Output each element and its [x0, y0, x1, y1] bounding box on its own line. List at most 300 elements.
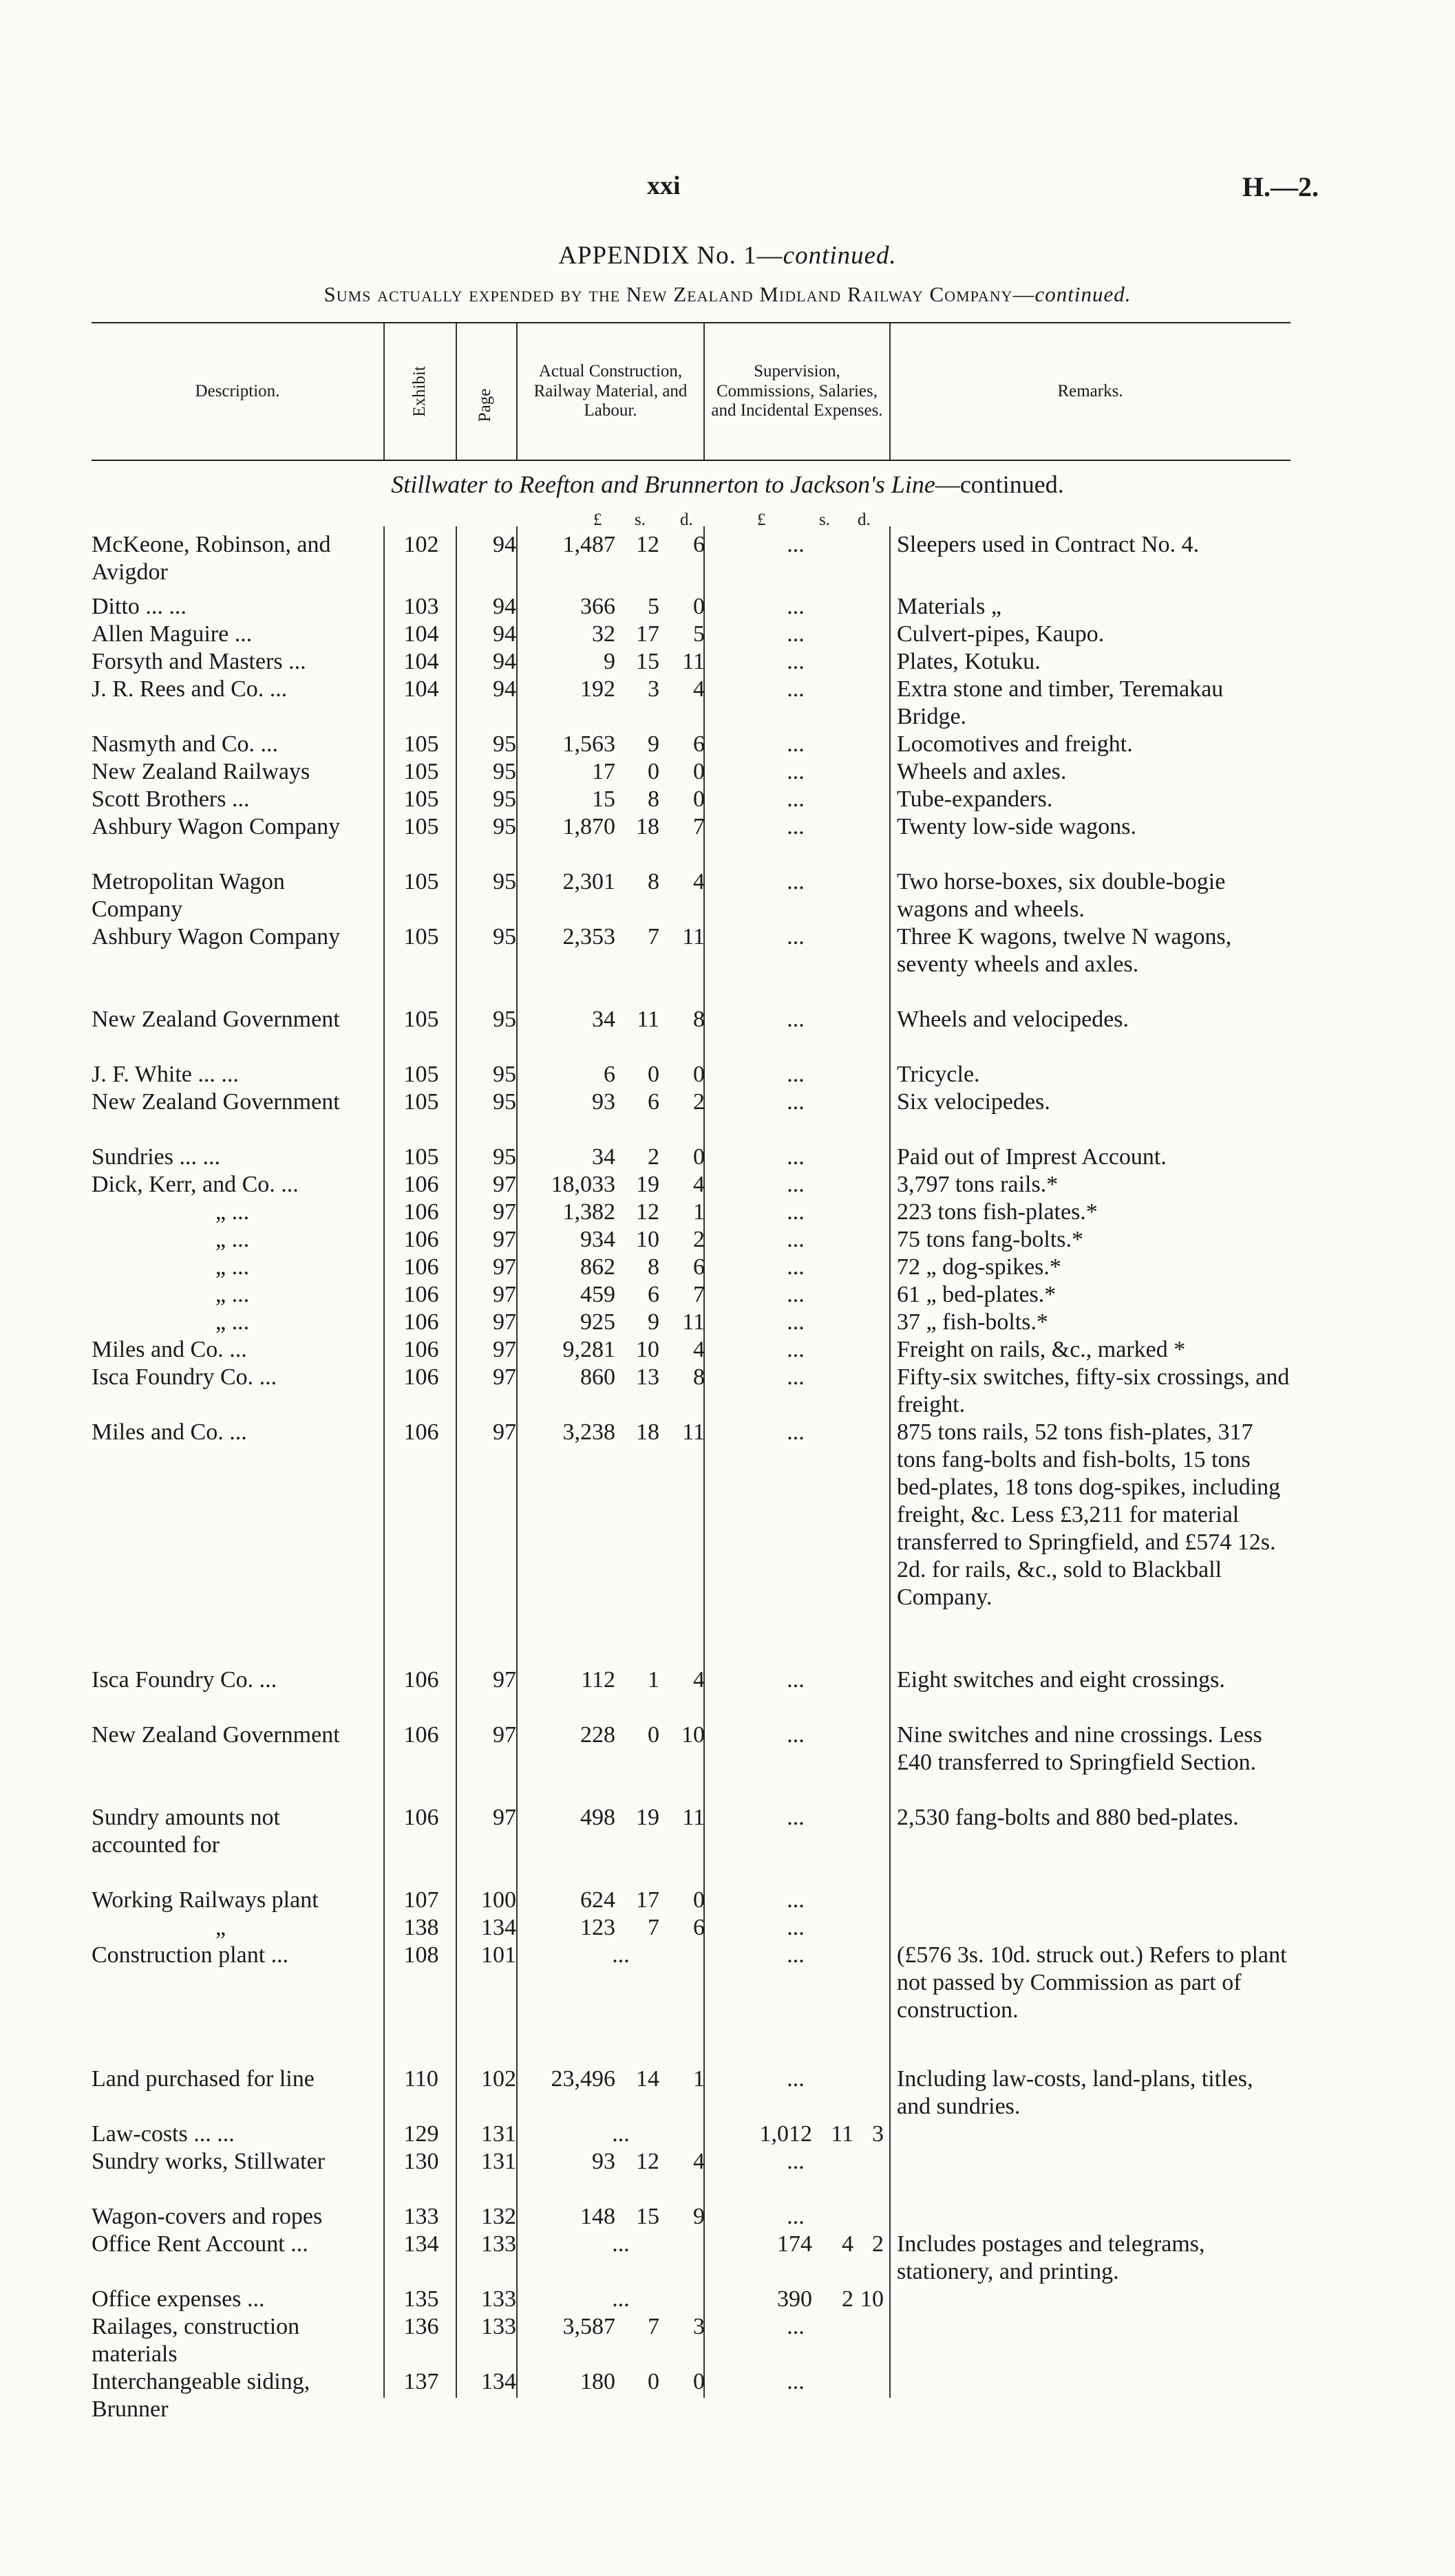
header-supervision: Supervision, Commissions, Salaries, and Incidental Expenses. — [711, 361, 883, 420]
row-description: Railages, construction materials — [92, 2314, 300, 2367]
row-construction-pounds: 228 — [580, 1722, 615, 1748]
row-page: 97 — [493, 1254, 516, 1280]
row-remarks: Sleepers used in Contract No. 4. — [897, 532, 1200, 557]
row-description: McKeone, Robinson, and Avigdor — [92, 532, 331, 585]
row-supervision-blank: ... — [787, 1199, 805, 1225]
row-supervision-blank: ... — [787, 2204, 805, 2229]
row-construction-pounds: 18,033 — [551, 1172, 615, 1197]
row-supervision-blank: ... — [787, 1089, 805, 1115]
row-supervision-pounds: 390 — [777, 2286, 812, 2312]
row-construction-shillings: 8 — [648, 869, 659, 894]
row-exhibit: 105 — [403, 1144, 439, 1170]
row-exhibit: 106 — [403, 1364, 439, 1390]
row-exhibit: 105 — [403, 814, 439, 839]
row-remarks: 72 „ dog-spikes.* — [897, 1254, 1061, 1280]
row-construction-pence: 9 — [693, 2204, 705, 2229]
row-description: Wagon-covers and ropes — [92, 2204, 323, 2229]
row-remarks: Locomotives and freight. — [897, 731, 1133, 757]
row-exhibit: 103 — [403, 594, 439, 619]
row-page: 97 — [493, 1419, 516, 1445]
appendix-subtitle — [0, 282, 1455, 307]
row-construction-pence: 11 — [682, 1309, 705, 1335]
row-construction-shillings: 8 — [648, 786, 659, 812]
row-page: 97 — [493, 1337, 516, 1362]
row-exhibit: 138 — [403, 1915, 439, 1940]
header-divider — [456, 323, 457, 460]
row-construction-pence: 0 — [693, 1062, 705, 1087]
row-construction-shillings: 18 — [636, 814, 659, 839]
row-construction-pence: 2 — [693, 1089, 705, 1115]
column-divider — [383, 526, 385, 2398]
row-construction-pounds: 34 — [592, 1144, 615, 1170]
row-page: 95 — [493, 1089, 516, 1115]
row-exhibit: 110 — [404, 2066, 438, 2092]
row-remarks: Eight switches and eight crossings. — [897, 1667, 1225, 1693]
row-description: Interchangeable siding, Brunner — [92, 2369, 310, 2422]
row-construction-pounds: 17 — [592, 759, 615, 784]
row-supervision-blank: ... — [787, 1942, 805, 1968]
row-remarks: Includes postages and telegrams, stationery, and printing. — [897, 2231, 1205, 2284]
row-page: 101 — [481, 1942, 516, 1968]
row-construction-pounds: 9 — [604, 649, 615, 674]
row-construction-pence: 11 — [682, 1419, 705, 1445]
row-exhibit: 106 — [403, 1805, 439, 1830]
row-remarks: Twenty low-side wagons. — [897, 814, 1136, 839]
row-description: „ ... — [215, 1282, 250, 1307]
row-supervision-blank: ... — [787, 869, 805, 894]
row-description: Allen Maguire ... — [92, 621, 253, 647]
row-construction-pence: 11 — [682, 649, 705, 674]
row-page: 131 — [481, 2121, 516, 2147]
row-description: „ ... — [215, 1227, 250, 1252]
row-description: Land purchased for line — [92, 2066, 315, 2092]
row-construction-pounds: 860 — [580, 1364, 615, 1390]
row-construction-pounds: 93 — [592, 2149, 615, 2174]
row-construction-shillings: 6 — [648, 1282, 659, 1307]
row-exhibit: 137 — [403, 2369, 439, 2394]
row-exhibit: 106 — [403, 1199, 439, 1225]
row-construction-shillings: 14 — [636, 2066, 659, 2092]
row-construction-pence: 4 — [693, 1337, 705, 1362]
row-supervision-blank: ... — [787, 1364, 805, 1390]
row-construction-shillings: 15 — [636, 649, 659, 674]
row-description: Miles and Co. ... — [92, 1337, 247, 1362]
row-page: 133 — [481, 2314, 516, 2339]
row-page: 133 — [481, 2231, 516, 2257]
row-construction-shillings: 3 — [648, 676, 659, 702]
row-remarks: 875 tons rails, 52 tons fish-plates, 317 tons fang-bolts and fish-bolts, 15 tons bed-plates, 18 tons dog-spikes, including freight, &c. Less £3,211 for material transferred to Springfield, and £574 12s. 2d. for rails, &c., sold to Blackball Company. — [897, 1419, 1281, 1610]
row-construction-pence: 11 — [682, 1805, 705, 1830]
row-exhibit: 104 — [403, 621, 439, 647]
row-construction-pence: 6 — [693, 1254, 705, 1280]
row-page: 95 — [493, 1062, 516, 1087]
row-supervision-blank: ... — [787, 2149, 805, 2174]
row-page: 94 — [493, 649, 516, 674]
row-construction-shillings: 12 — [636, 532, 659, 557]
row-page: 97 — [493, 1722, 516, 1748]
row-remarks: Extra stone and timber, Teremakau Bridge. — [897, 676, 1224, 729]
section-heading-rest: —continued. — [935, 471, 1064, 498]
row-description: Isca Foundry Co. ... — [92, 1667, 277, 1693]
row-construction-pounds: 624 — [580, 1887, 615, 1913]
row-construction-pence: 6 — [693, 731, 705, 757]
row-exhibit: 105 — [403, 731, 439, 757]
row-construction-shillings: 8 — [648, 1254, 659, 1280]
row-description: Sundries ... ... — [92, 1144, 220, 1170]
row-exhibit: 106 — [403, 1667, 439, 1693]
row-supervision-blank: ... — [787, 1062, 805, 1087]
row-remarks: Tricycle. — [897, 1062, 980, 1087]
row-construction-pence: 2 — [693, 1227, 705, 1252]
row-construction-shillings: 12 — [636, 2149, 659, 2174]
row-remarks: Paid out of Imprest Account. — [897, 1144, 1167, 1170]
row-construction-shillings: 9 — [648, 731, 659, 757]
row-construction-shillings: 6 — [648, 1089, 659, 1115]
row-construction-pounds: 15 — [592, 786, 615, 812]
row-construction-pence: 0 — [693, 2369, 705, 2394]
row-page: 97 — [493, 1172, 516, 1197]
row-description: New Zealand Government — [92, 1722, 340, 1748]
row-exhibit: 105 — [403, 1089, 439, 1115]
row-remarks: 61 „ bed-plates.* — [897, 1282, 1056, 1307]
row-construction-shillings: 0 — [648, 1062, 659, 1087]
row-exhibit: 102 — [403, 532, 439, 557]
row-construction-pence: 11 — [682, 924, 705, 949]
row-page: 134 — [481, 2369, 516, 2394]
row-exhibit: 105 — [403, 924, 439, 949]
row-remarks: Plates, Kotuku. — [897, 649, 1041, 674]
header-page: Page — [476, 388, 494, 422]
page-number: xxi — [647, 171, 681, 200]
row-exhibit: 106 — [403, 1419, 439, 1445]
row-construction-pounds: 180 — [580, 2369, 615, 2394]
unit-shilling: s. — [635, 511, 646, 529]
row-description: Construction plant ... — [92, 1942, 289, 1968]
row-construction-pounds: 6 — [604, 1062, 615, 1087]
row-construction-shillings: 1 — [648, 1667, 659, 1693]
row-construction-pounds: 2,301 — [562, 869, 615, 894]
row-construction-shillings: 15 — [636, 2204, 659, 2229]
row-exhibit: 106 — [403, 1227, 439, 1252]
appendix-title — [0, 241, 1455, 270]
row-construction-shillings: 0 — [648, 1722, 659, 1748]
row-description: Metropolitan Wagon Company — [92, 869, 285, 922]
row-description: Office Rent Account ... — [92, 2231, 308, 2257]
row-construction-pence: 8 — [693, 1364, 705, 1390]
row-remarks: Including law-costs, land-plans, titles, and sundries. — [897, 2066, 1253, 2119]
row-description: Ashbury Wagon Company — [92, 924, 341, 949]
header-bottom-rule — [92, 460, 1291, 461]
section-heading — [0, 470, 1455, 499]
row-remarks: 3,797 tons rails.* — [897, 1172, 1059, 1197]
row-construction-shillings: 0 — [648, 759, 659, 784]
row-remarks: Six velocipedes. — [897, 1089, 1050, 1115]
row-supervision-blank: ... — [787, 1254, 805, 1280]
row-remarks: Three K wagons, twelve N wagons, seventy wheels and axles. — [897, 924, 1232, 977]
row-supervision-pence: 3 — [872, 2121, 884, 2147]
header-description: Description. — [195, 381, 280, 400]
row-supervision-blank: ... — [787, 1007, 805, 1032]
row-supervision-blank: ... — [787, 924, 805, 949]
row-construction-pence: 1 — [693, 1199, 705, 1225]
row-page: 94 — [493, 676, 516, 702]
unit-shilling: s. — [819, 511, 830, 529]
row-construction-shillings: 0 — [648, 2369, 659, 2394]
row-page: 97 — [493, 1227, 516, 1252]
row-description: Scott Brothers ... — [92, 786, 250, 812]
row-supervision-blank: ... — [787, 1805, 805, 1830]
row-construction-pounds: 925 — [580, 1309, 615, 1335]
row-description: Sundry works, Stillwater — [92, 2149, 326, 2174]
row-exhibit: 134 — [403, 2231, 439, 2257]
row-supervision-blank: ... — [787, 649, 805, 674]
row-description: New Zealand Railways — [92, 759, 310, 784]
unit-pound: £ — [593, 511, 602, 529]
row-construction-pounds: 1,563 — [562, 731, 615, 757]
row-exhibit: 105 — [403, 1062, 439, 1087]
row-description: „ ... — [215, 1309, 250, 1335]
row-supervision-pounds: 1,012 — [759, 2121, 812, 2147]
row-construction-pence: 5 — [693, 621, 705, 647]
row-construction-shillings: 19 — [636, 1172, 659, 1197]
row-page: 95 — [493, 759, 516, 784]
row-supervision-blank: ... — [787, 1282, 805, 1307]
row-construction-shillings: 19 — [636, 1805, 659, 1830]
row-supervision-blank: ... — [787, 1722, 805, 1748]
row-construction-pounds: 3,238 — [562, 1419, 615, 1445]
row-construction-pence: 4 — [693, 1667, 705, 1693]
unit-pence: d. — [858, 511, 871, 529]
header-actual-construction: Actual Construction, Railway Material, and Labour. — [533, 361, 688, 420]
row-remarks: Nine switches and nine crossings. Less £40 transferred to Springfield Section. — [897, 1722, 1262, 1775]
row-remarks: Tube-expanders. — [897, 786, 1053, 812]
row-exhibit: 129 — [403, 2121, 439, 2147]
unit-pence: d. — [680, 511, 693, 529]
row-construction-pence: 1 — [693, 2066, 705, 2092]
row-description: Working Railways plant — [92, 1887, 319, 1913]
row-remarks: 37 „ fish-bolts.* — [897, 1309, 1049, 1335]
row-construction-shillings: 10 — [636, 1337, 659, 1362]
row-construction-pounds: 366 — [580, 594, 615, 619]
row-exhibit: 135 — [403, 2286, 439, 2312]
row-supervision-blank: ... — [787, 2066, 805, 2092]
row-construction-pounds: 192 — [580, 676, 615, 702]
row-exhibit: 106 — [403, 1337, 439, 1362]
row-supervision-pounds: 174 — [777, 2231, 812, 2257]
column-divider — [889, 526, 891, 2398]
row-construction-pence: 6 — [693, 1915, 705, 1940]
row-construction-shillings: 7 — [648, 924, 659, 949]
row-page: 97 — [493, 1805, 516, 1830]
header-remarks: Remarks. — [1057, 381, 1123, 400]
row-construction-pounds: 112 — [581, 1667, 615, 1693]
row-supervision-blank: ... — [787, 1172, 805, 1197]
row-construction-pounds: 23,496 — [551, 2066, 615, 2092]
row-page: 95 — [493, 869, 516, 894]
row-construction-shillings: 17 — [636, 1887, 659, 1913]
row-construction-pounds: 34 — [592, 1007, 615, 1032]
row-construction-pounds: 9,281 — [562, 1337, 615, 1362]
row-remarks: Wheels and velocipedes. — [897, 1007, 1129, 1032]
row-construction-pence: 0 — [693, 594, 705, 619]
section-heading-italic: Stillwater to Reefton and Brunnerton to Jackson's Line — [391, 471, 935, 498]
row-page: 97 — [493, 1282, 516, 1307]
row-exhibit: 105 — [403, 786, 439, 812]
row-construction-pence: 10 — [681, 1722, 705, 1748]
row-page: 94 — [493, 532, 516, 557]
row-construction-shillings: 13 — [636, 1364, 659, 1390]
row-description: Dick, Kerr, and Co. ... — [92, 1172, 299, 1197]
row-description: J. R. Rees and Co. ... — [92, 676, 288, 702]
row-exhibit: 105 — [403, 1007, 439, 1032]
row-remarks: (£576 3s. 10d. struck out.) Refers to plant not passed by Commission as part of construction. — [897, 1942, 1287, 2023]
row-construction-pounds: 2,353 — [562, 924, 615, 949]
row-supervision-shillings: 11 — [831, 2121, 853, 2147]
row-supervision-blank: ... — [787, 814, 805, 839]
row-construction-shillings: 5 — [648, 594, 659, 619]
row-remarks: Fifty-six switches, fifty-six crossings, and freight. — [897, 1364, 1290, 1417]
row-supervision-pence: 10 — [860, 2286, 884, 2312]
row-construction-pence: 0 — [693, 1144, 705, 1170]
row-construction-pence: 7 — [693, 1282, 705, 1307]
row-construction-pounds: 862 — [580, 1254, 615, 1280]
row-exhibit: 136 — [403, 2314, 439, 2339]
unit-pound: £ — [757, 511, 766, 529]
appendix-subtitle-cont: continued. — [1034, 282, 1132, 306]
row-supervision-shillings: 2 — [842, 2286, 853, 2312]
row-construction-shillings: 12 — [636, 1199, 659, 1225]
row-description: Office expenses ... — [92, 2286, 265, 2312]
row-remarks: Two horse-boxes, six double-bogie wagons and wheels. — [897, 869, 1226, 922]
row-supervision-blank: ... — [787, 1337, 805, 1362]
row-construction-blank: ... — [612, 2231, 630, 2257]
row-construction-pounds: 1,870 — [562, 814, 615, 839]
row-construction-pounds: 1,382 — [562, 1199, 615, 1225]
header-divider — [383, 323, 385, 460]
row-description: „ ... — [215, 1199, 250, 1225]
row-construction-shillings: 7 — [648, 2314, 659, 2339]
row-exhibit: 108 — [403, 1942, 439, 1968]
row-description: Ashbury Wagon Company — [92, 814, 341, 839]
row-supervision-blank: ... — [787, 1309, 805, 1335]
row-supervision-blank: ... — [787, 594, 805, 619]
row-exhibit: 133 — [403, 2204, 439, 2229]
row-exhibit: 106 — [403, 1254, 439, 1280]
row-construction-pence: 4 — [693, 1172, 705, 1197]
row-description: „ ... — [215, 1254, 250, 1280]
row-remarks: Wheels and axles. — [897, 759, 1067, 784]
row-construction-shillings: 7 — [648, 1915, 659, 1940]
row-construction-pence: 6 — [693, 532, 705, 557]
row-remarks: 75 tons fang-bolts.* — [897, 1227, 1084, 1252]
row-remarks: Freight on rails, &c., marked * — [897, 1337, 1186, 1362]
row-construction-pence: 0 — [693, 786, 705, 812]
row-construction-pence: 3 — [693, 2314, 705, 2339]
row-exhibit: 104 — [403, 676, 439, 702]
row-supervision-blank: ... — [787, 1887, 805, 1913]
row-supervision-blank: ... — [787, 532, 805, 557]
row-page: 97 — [493, 1364, 516, 1390]
row-page: 97 — [493, 1309, 516, 1335]
row-supervision-blank: ... — [787, 2369, 805, 2394]
row-page: 95 — [493, 1144, 516, 1170]
row-construction-pence: 4 — [693, 869, 705, 894]
row-supervision-blank: ... — [787, 1915, 805, 1940]
row-description: „ — [215, 1915, 226, 1940]
row-supervision-blank: ... — [787, 1667, 805, 1693]
row-page: 102 — [481, 2066, 516, 2092]
row-construction-shillings: 11 — [637, 1007, 659, 1032]
appendix-title-cont: continued. — [783, 242, 897, 270]
row-description: Isca Foundry Co. ... — [92, 1364, 277, 1390]
row-page: 94 — [493, 594, 516, 619]
row-construction-pence: 4 — [693, 2149, 705, 2174]
appendix-title-main: APPENDIX No. 1— — [558, 242, 783, 270]
row-page: 95 — [493, 924, 516, 949]
row-construction-shillings: 18 — [636, 1419, 659, 1445]
row-supervision-blank: ... — [787, 731, 805, 757]
row-supervision-blank: ... — [787, 1419, 805, 1445]
row-construction-shillings: 9 — [648, 1309, 659, 1335]
row-construction-pounds: 498 — [580, 1805, 615, 1830]
row-construction-pence: 0 — [693, 1887, 705, 1913]
row-construction-pence: 0 — [693, 759, 705, 784]
row-page: 95 — [493, 786, 516, 812]
row-construction-pounds: 93 — [592, 1089, 615, 1115]
row-construction-blank: ... — [612, 1942, 630, 1968]
row-exhibit: 106 — [403, 1282, 439, 1307]
row-exhibit: 105 — [403, 869, 439, 894]
row-construction-pounds: 123 — [580, 1915, 615, 1940]
row-supervision-blank: ... — [787, 2314, 805, 2339]
row-description: New Zealand Government — [92, 1007, 340, 1032]
row-construction-pence: 7 — [693, 814, 705, 839]
row-page: 134 — [481, 1915, 516, 1940]
row-construction-blank: ... — [612, 2121, 630, 2147]
row-description: Nasmyth and Co. ... — [92, 731, 279, 757]
row-supervision-blank: ... — [787, 1227, 805, 1252]
row-description: Miles and Co. ... — [92, 1419, 247, 1445]
row-description: New Zealand Government — [92, 1089, 340, 1115]
row-page: 94 — [493, 621, 516, 647]
row-construction-pounds: 1,487 — [562, 532, 615, 557]
appendix-subtitle-main: Sums actually expended by the New Zealand Midland Railway Company— — [323, 282, 1035, 306]
document-reference: H.—2. — [1242, 171, 1319, 202]
row-page: 100 — [481, 1887, 516, 1913]
row-supervision-pence: 2 — [872, 2231, 884, 2257]
row-page: 97 — [493, 1667, 516, 1693]
row-exhibit: 105 — [403, 759, 439, 784]
row-supervision-blank: ... — [787, 1144, 805, 1170]
row-construction-pounds: 32 — [592, 621, 615, 647]
row-page: 133 — [481, 2286, 516, 2312]
row-description: Ditto ... ... — [92, 594, 187, 619]
row-exhibit: 106 — [403, 1309, 439, 1335]
row-description: Forsyth and Masters ... — [92, 649, 306, 674]
row-supervision-shillings: 4 — [842, 2231, 853, 2257]
row-remarks: Materials „ — [897, 594, 1001, 619]
row-supervision-blank: ... — [787, 676, 805, 702]
row-remarks: 2,530 fang-bolts and 880 bed-plates. — [897, 1805, 1239, 1830]
row-construction-pounds: 3,587 — [562, 2314, 615, 2339]
row-supervision-blank: ... — [787, 621, 805, 647]
row-supervision-blank: ... — [787, 786, 805, 812]
row-remarks: Culvert-pipes, Kaupo. — [897, 621, 1105, 647]
row-construction-pounds: 934 — [580, 1227, 615, 1252]
row-construction-shillings: 17 — [636, 621, 659, 647]
header-exhibit: Exhibit — [410, 366, 429, 417]
row-construction-pence: 4 — [693, 676, 705, 702]
